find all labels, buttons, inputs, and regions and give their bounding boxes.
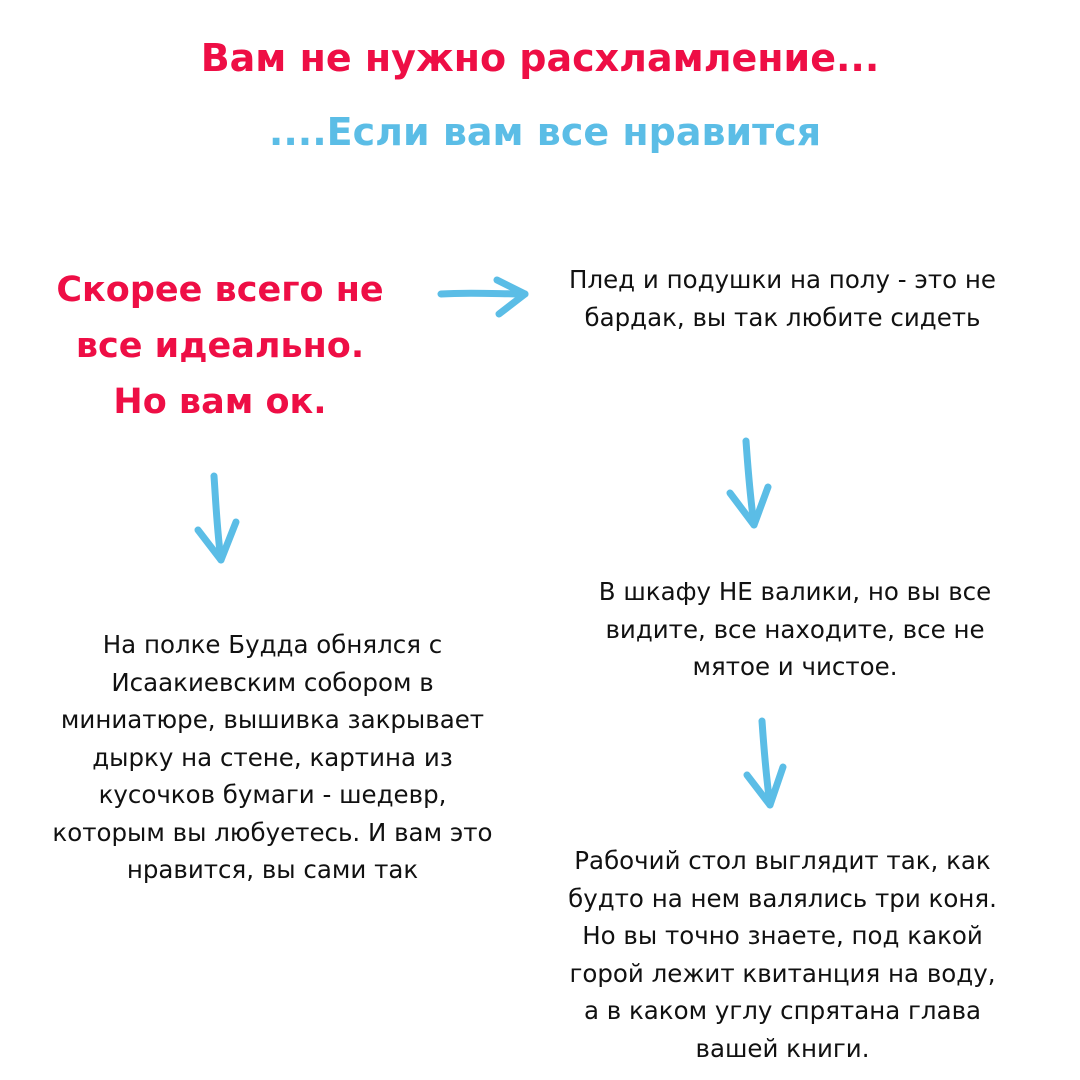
main-statement [20, 262, 420, 430]
page-title: Вам не нужно расхламление... [200, 36, 880, 80]
card-shelf [30, 626, 515, 889]
card-line: В шкафу НЕ валики, но вы все [598, 577, 992, 606]
card-line: мятое и чистое. [692, 652, 898, 681]
card-closet [560, 573, 1030, 686]
card-line: Рабочий стол выглядит так, как [574, 846, 991, 875]
page-subtitle: ....Если вам все нравится [268, 110, 822, 154]
main-statement-line: Скорее всего не [56, 270, 384, 310]
card-line: миниатюре, вышивка закрывает [60, 705, 485, 734]
arrow-down-icon [190, 470, 250, 570]
card-line: нравится, вы сами так [126, 855, 419, 884]
card-line: Исаакиевским собором в [111, 667, 434, 697]
card-line: Плед и подушки на полу - это не [569, 265, 996, 294]
card-line: Но вы точно знаете, под какой [582, 921, 983, 950]
card-line: бардак, вы так любите сидеть [584, 302, 981, 332]
arrow-down-icon [738, 715, 798, 815]
arrow-down-icon [720, 435, 780, 535]
card-line: На полке Будда обнялся с [102, 630, 443, 659]
card-line: будто на нем валялись три коня. [568, 883, 997, 913]
card-line: которым вы любуетесь. И вам это [52, 817, 493, 847]
card-line: видите, все находите, все не [605, 614, 985, 644]
card-line: дырку на стене, картина из [92, 742, 453, 772]
card-line: вашей книги. [695, 1033, 870, 1063]
main-statement-line: все идеально. [75, 326, 365, 366]
card-line: кусочков бумаги - шедевр, [98, 780, 447, 809]
card-line: а в каком углу спрятана глава [583, 996, 982, 1025]
card-line: горой лежит квитанция на воду, [569, 958, 996, 988]
card-desk [545, 842, 1020, 1067]
card-plaid [545, 261, 1020, 336]
main-statement-line: Но вам ок. [113, 382, 327, 422]
arrow-right-icon [435, 272, 535, 322]
